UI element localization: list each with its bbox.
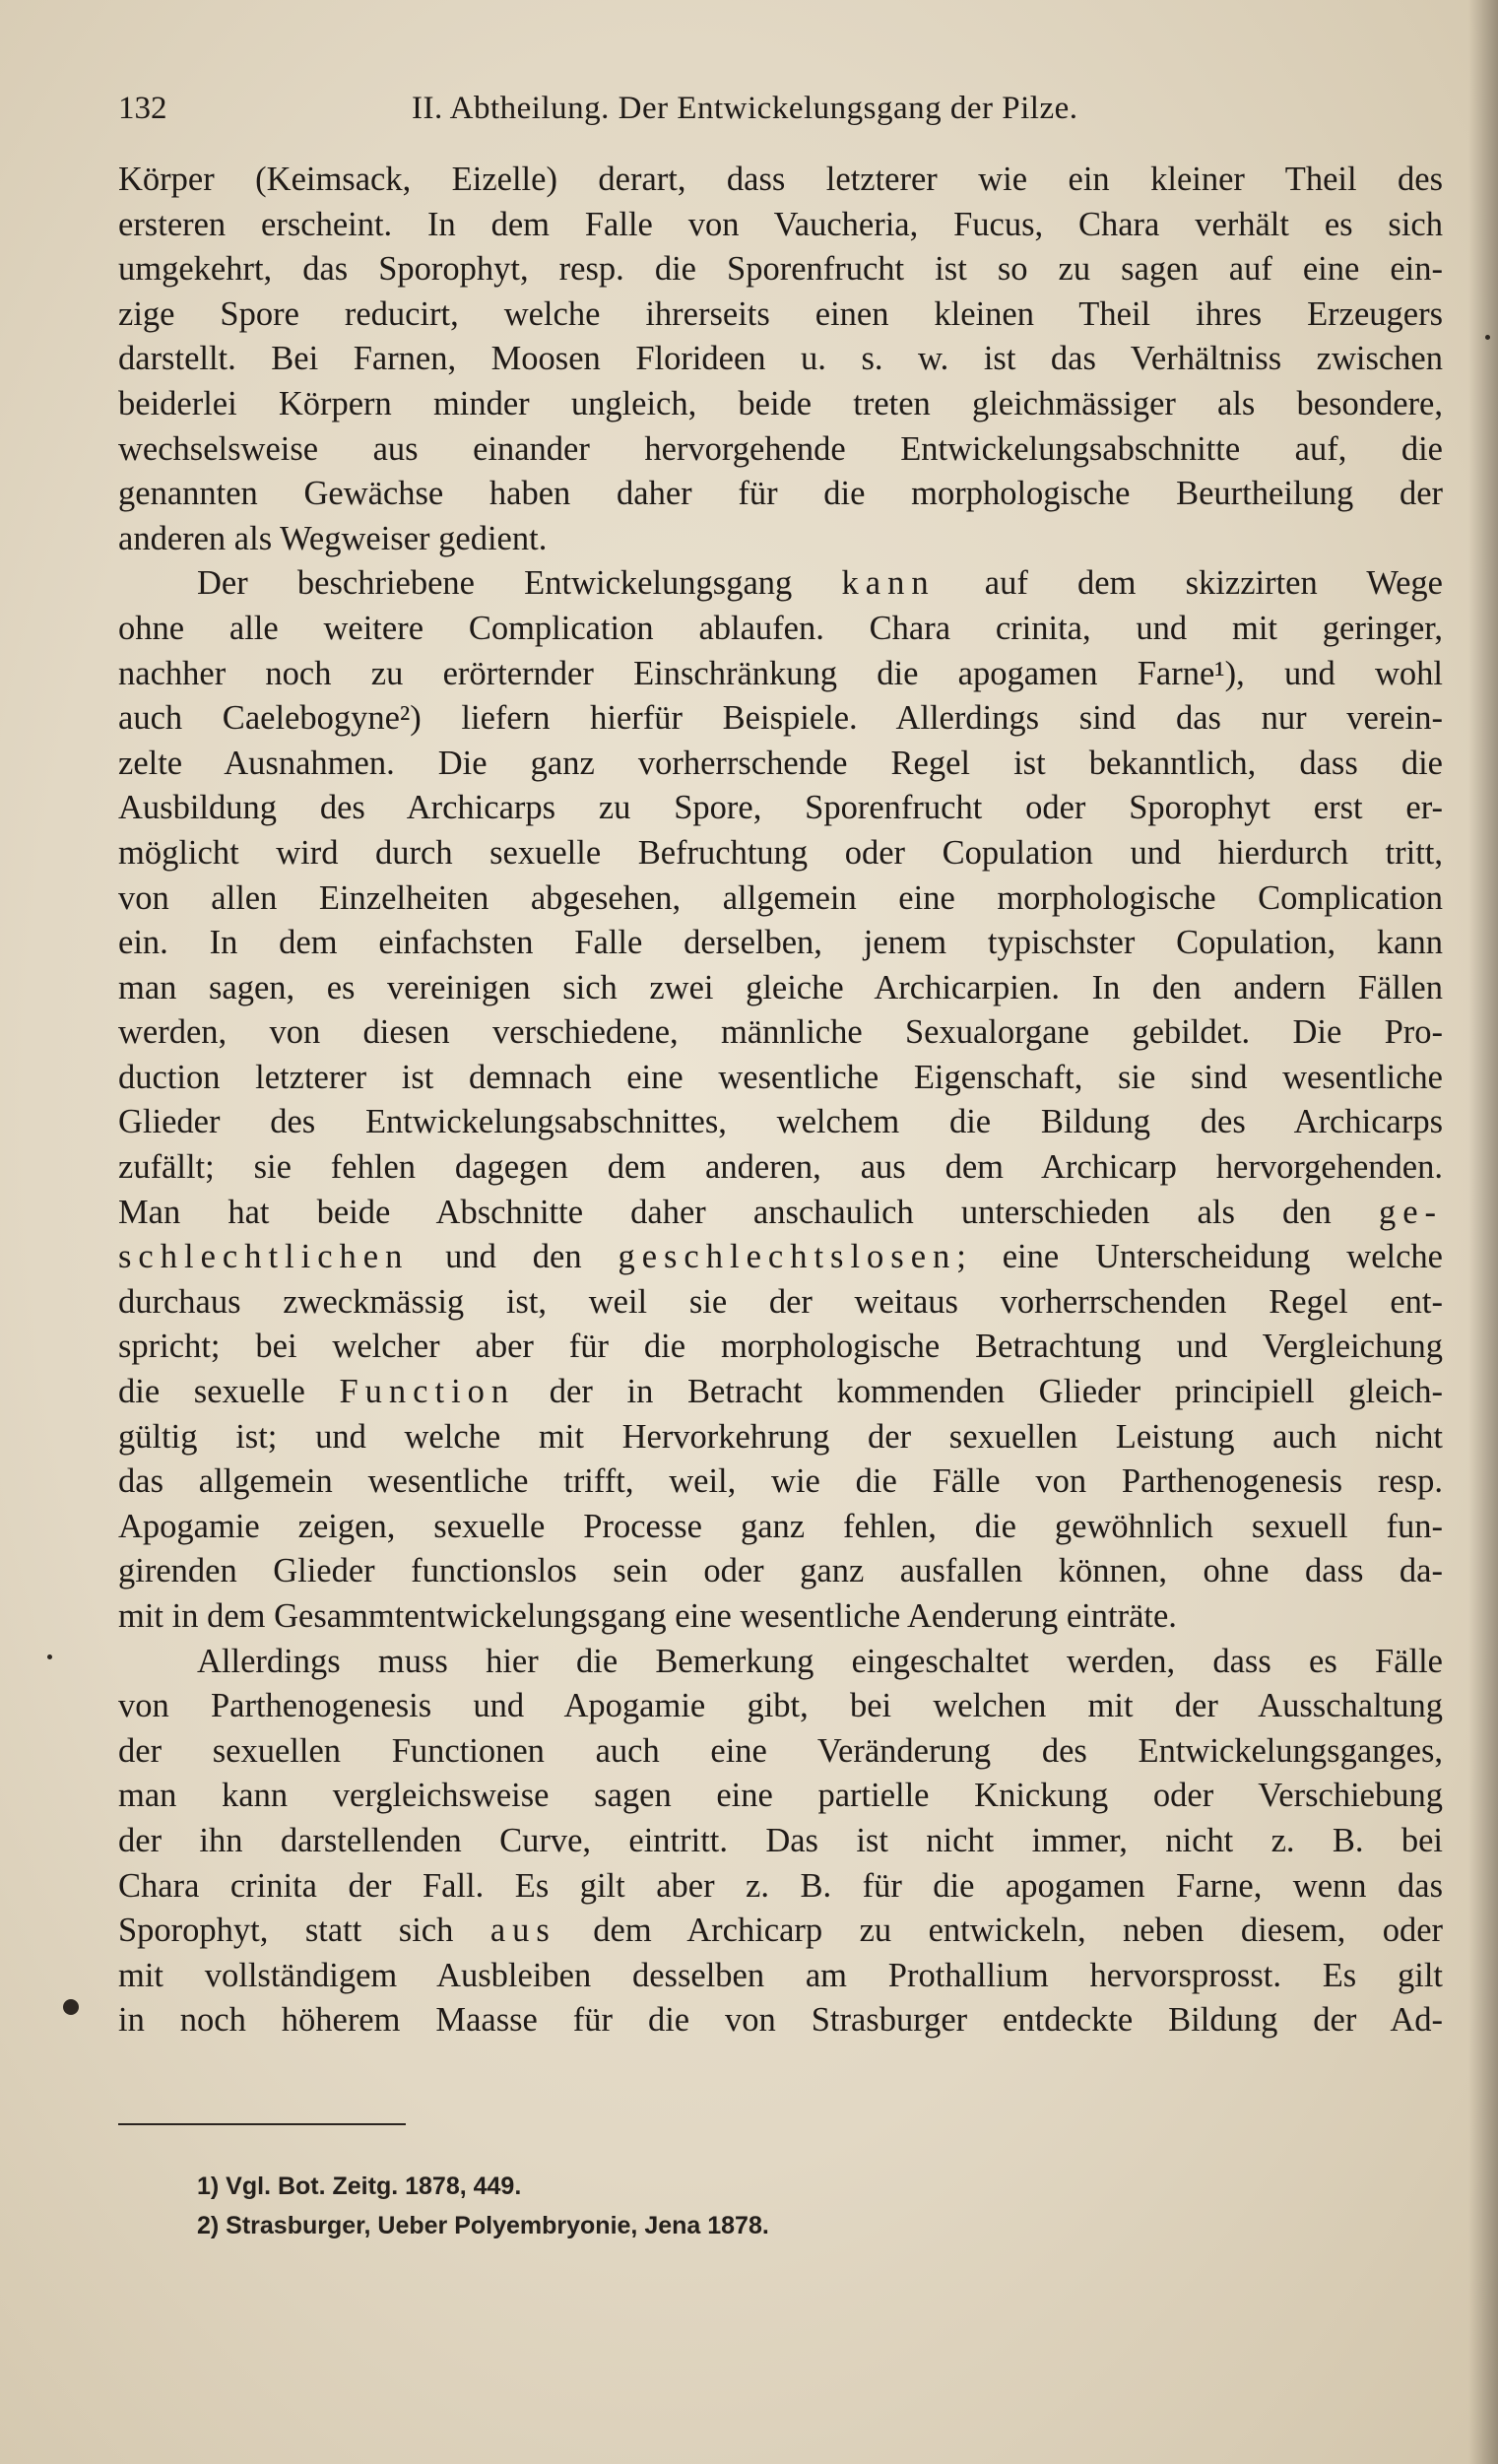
ink-speck	[1485, 335, 1490, 340]
line-text: von Parthenogenesis und Apogamie gibt, bei welchen mit der Ausschaltung	[118, 1687, 1443, 1725]
page-header	[118, 91, 1133, 140]
line-text: Ausbildung des Archicarps zu Spore, Sporenfrucht oder Sporophyt erst er-	[118, 789, 1443, 827]
line-text: darstellt. Bei Farnen, Moosen Florideen u. s. w. ist das Verhältniss zwischen	[118, 340, 1443, 378]
line-text: umgekehrt, das Sporophyt, resp. die Sporenfrucht ist so zu sagen auf eine ein-	[118, 250, 1443, 289]
text-line	[118, 292, 1443, 338]
text-line	[118, 831, 1443, 876]
line-text: Apogamie zeigen, sexuelle Processe ganz fehlen, die gewöhnlich sexuell fun-	[118, 1507, 1443, 1545]
line-text: auch Caelebogyne²) liefern hierfür Beispiele. Allerdings sind das nur verein-	[118, 699, 1443, 738]
text-line	[118, 1370, 1443, 1415]
page-number: 132	[118, 91, 167, 126]
text-line	[118, 1100, 1443, 1145]
line-text: girenden Glieder functionslos sein oder ganz ausfallen können, ohne dass da-	[118, 1552, 1443, 1590]
body-text	[118, 158, 1443, 2043]
text-line	[118, 1549, 1443, 1594]
emphasized-text: geschlechtslosen	[618, 1238, 957, 1276]
text-line	[118, 1459, 1443, 1505]
line-text: nachher noch zu erörternder Einschränkung die apogamen Farne¹), und wohl	[118, 654, 1443, 692]
line-text: Allerdings muss hier die Bemerkung eingeschaltet werden, dass es Fälle	[197, 1642, 1443, 1680]
text-line	[118, 1864, 1443, 1910]
text-line	[118, 337, 1443, 382]
text-line	[118, 786, 1443, 831]
line-text: werden, von diesen verschiedene, männliche Sexualorgane gebildet. Die Pro-	[118, 1013, 1443, 1052]
line-text: der sexuellen Functionen auch eine Veränderung des Entwickelungsganges,	[118, 1731, 1443, 1770]
line-text: zufällt; sie fehlen dagegen dem anderen, aus dem Archicarp hervorgehenden.	[118, 1148, 1443, 1187]
ink-speck	[63, 1999, 79, 2015]
line-text: man kann vergleichsweise sagen eine partielle Knickung oder Verschiebung	[118, 1777, 1443, 1815]
text-line	[118, 1145, 1443, 1191]
text-line	[118, 921, 1443, 966]
emphasized-text: Function	[339, 1373, 516, 1411]
line-text: dem Archicarp zu entwickeln, neben diesem, oder	[555, 1912, 1443, 1950]
line-text: Glieder des Entwickelungsabschnittes, welchem die Bildung des Archicarps	[118, 1103, 1443, 1141]
line-text: die sexuelle	[118, 1373, 340, 1411]
text-line	[118, 1729, 1443, 1775]
footnotes	[197, 2167, 769, 2245]
emphasized-text: aus	[489, 1912, 556, 1950]
line-text: wechselsweise aus einander hervorgehende Entwickelungsabschnitte auf, die	[118, 429, 1443, 468]
line-text: mit vollständigem Ausbleiben desselben am Prothallium hervorsprosst. Es gilt	[118, 1956, 1443, 1994]
text-line	[118, 427, 1443, 473]
line-text: gültig ist; und welche mit Hervorkehrung der sexuellen Leistung auch nicht	[118, 1417, 1443, 1456]
line-text: Chara crinita der Fall. Es gilt aber z. B. für die apogamen Farne, wenn das	[118, 1866, 1443, 1905]
text-line	[118, 1819, 1443, 1864]
line-text: der in Betracht kommenden Glieder principiell gleich-	[515, 1373, 1443, 1411]
text-line	[118, 472, 1443, 517]
line-text: von allen Einzelheiten abgesehen, allgemein eine morphologische Complication	[118, 878, 1443, 917]
text-line	[118, 1909, 1443, 1954]
line-text: Sporophyt, statt sich	[118, 1912, 490, 1950]
text-line	[118, 1640, 1443, 1685]
page-edge-shadow	[1468, 0, 1498, 2464]
line-text: in noch höherem Maasse für die von Strasburger entdeckte Bildung der Ad-	[118, 2001, 1443, 2040]
line-text: ersteren erscheint. In dem Falle von Vaucheria, Fucus, Chara verhält es sich	[118, 205, 1443, 243]
text-line	[118, 1235, 1443, 1280]
text-line	[118, 517, 1443, 562]
text-line	[118, 1191, 1443, 1236]
line-text: auf dem skizzirten Wege	[935, 564, 1443, 603]
text-line	[118, 1056, 1443, 1101]
line-text: zelte Ausnahmen. Die ganz vorherrschende Regel ist bekanntlich, dass die	[118, 744, 1443, 782]
text-line	[118, 876, 1443, 922]
footnote-2: 2) Strasburger, Ueber Polyembryonie, Jena 1878.	[197, 2212, 769, 2239]
ink-speck	[47, 1654, 52, 1659]
text-line	[118, 1954, 1443, 1999]
text-line	[118, 1594, 1443, 1640]
line-text: ; eine Unterscheidung welche	[956, 1238, 1443, 1276]
text-line	[118, 1415, 1443, 1460]
line-text: ohne alle weitere Complication ablaufen. Chara crinita, und mit geringer,	[118, 609, 1443, 647]
text-line	[118, 1998, 1443, 2043]
line-text: ein. In dem einfachsten Falle derselben, jenem typischster Copulation, kann	[118, 924, 1443, 962]
emphasized-text: schlechtlichen	[118, 1238, 410, 1276]
text-line	[118, 696, 1443, 742]
text-line	[118, 247, 1443, 292]
text-line	[118, 1774, 1443, 1819]
emphasized-text: kann	[841, 564, 936, 603]
running-head: II. Abtheilung. Der Entwickelungsgang der Pilze.	[412, 91, 1078, 126]
text-line	[118, 561, 1443, 607]
text-line	[118, 203, 1443, 248]
text-line	[118, 652, 1443, 697]
line-text: genannten Gewächse haben daher für die morphologische Beurtheilung der	[118, 475, 1443, 513]
line-text: Der beschriebene Entwickelungsgang	[197, 564, 842, 603]
text-line	[118, 742, 1443, 787]
footnote-1: 1) Vgl. Bot. Zeitg. 1878, 449.	[197, 2172, 522, 2200]
emphasized-text: ge-	[1378, 1193, 1443, 1231]
line-text: man sagen, es vereinigen sich zwei gleiche Archicarpien. In den andern Fällen	[118, 968, 1443, 1006]
line-text: beiderlei Körpern minder ungleich, beide treten gleichmässiger als besondere,	[118, 384, 1443, 422]
text-line	[118, 966, 1443, 1011]
line-text: und den	[409, 1238, 619, 1276]
text-line	[118, 1280, 1443, 1326]
text-line	[118, 1325, 1443, 1370]
line-text: der ihn darstellenden Curve, eintritt. Das ist nicht immer, nicht z. B. bei	[118, 1821, 1443, 1859]
line-text: durchaus zweckmässig ist, weil sie der weitaus vorherrschenden Regel ent-	[118, 1282, 1443, 1321]
line-text: mit in dem Gesammtentwickelungsgang eine wesentliche Aenderung einträte.	[118, 1597, 1177, 1635]
line-text: Körper (Keimsack, Eizelle) derart, dass letzterer wie ein kleiner Theil des	[118, 161, 1443, 198]
text-line	[118, 1010, 1443, 1056]
footnote-rule	[118, 2123, 406, 2125]
text-line	[118, 607, 1443, 652]
text-line	[118, 158, 1443, 203]
line-text: das allgemein wesentliche trifft, weil, wie die Fälle von Parthenogenesis resp.	[118, 1462, 1443, 1501]
text-line	[118, 382, 1443, 427]
line-text: zige Spore reducirt, welche ihrerseits einen kleinen Theil ihres Erzeugers	[118, 294, 1443, 333]
text-line	[118, 1684, 1443, 1729]
line-text: anderen als Wegweiser gedient.	[118, 519, 548, 557]
line-text: möglicht wird durch sexuelle Befruchtung oder Copulation und hierdurch tritt,	[118, 833, 1443, 872]
line-text: spricht; bei welcher aber für die morphologische Betrachtung und Vergleichung	[118, 1328, 1443, 1366]
line-text: duction letzterer ist demnach eine wesentliche Eigenschaft, sie sind wesentliche	[118, 1058, 1443, 1096]
line-text: Man hat beide Abschnitte daher anschaulich unterschieden als den	[118, 1193, 1379, 1231]
text-line	[118, 1505, 1443, 1550]
